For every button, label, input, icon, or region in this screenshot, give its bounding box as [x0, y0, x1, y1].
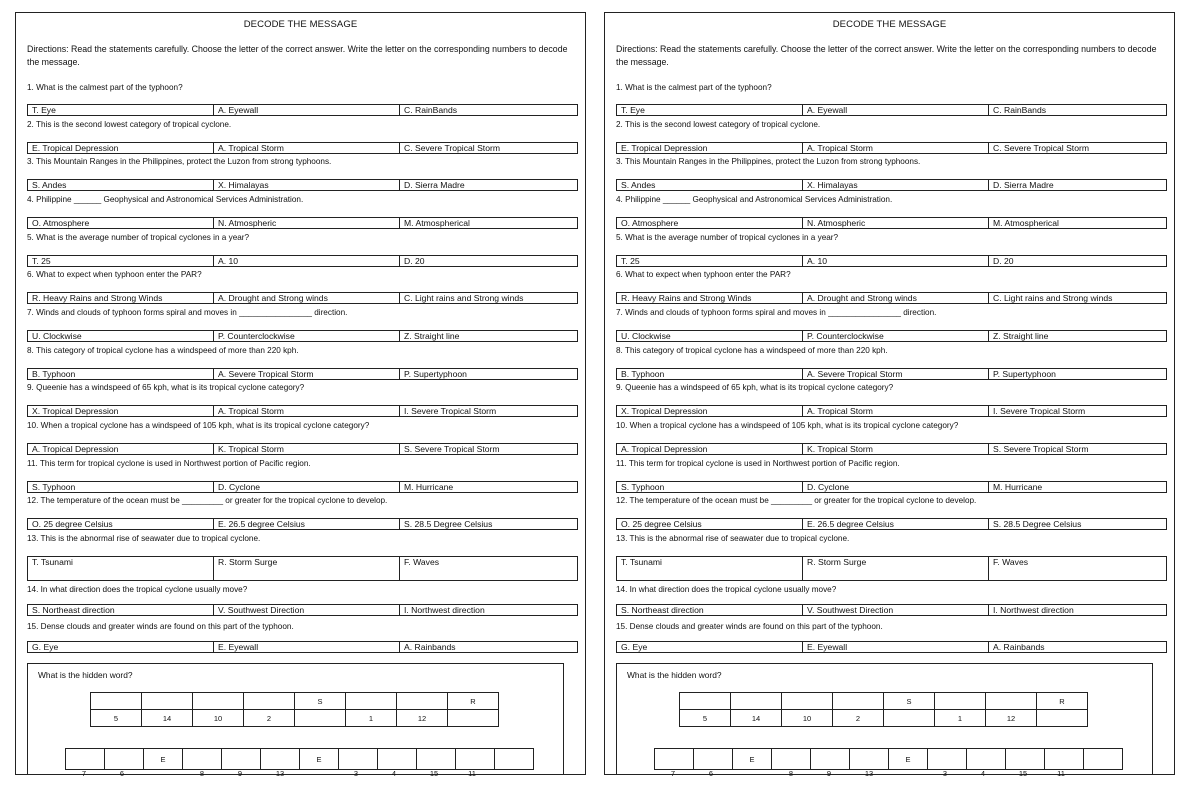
number-label: 7 [670, 769, 676, 778]
options-row [27, 481, 578, 493]
number-cell: 14 [142, 710, 193, 727]
letter-cell [495, 749, 534, 770]
letter-cell [222, 749, 261, 770]
number-label: 11 [1057, 769, 1065, 778]
question-text: 9. Queenie has a windspeed of 65 kph, what is its tropical cyclone category? [616, 383, 894, 392]
letter-cell [397, 693, 448, 710]
option-cell: I. Severe Tropical Storm [993, 406, 1086, 416]
option-cell: B. Typhoon [617, 369, 803, 379]
letter-cell [378, 749, 417, 770]
option-cell: A. Drought and Strong winds [214, 293, 400, 303]
answer-numbers-row [65, 769, 565, 781]
options-row [27, 179, 578, 191]
options-row [616, 255, 1167, 267]
number-cell: 12 [986, 710, 1037, 727]
option-cell: S. Typhoon [617, 482, 803, 492]
option-cell: A. Tropical Storm [214, 143, 400, 153]
option-cell: O. 25 degree Celsius [617, 519, 803, 529]
options-row [27, 104, 578, 116]
options-row [27, 292, 578, 304]
option-cell: S. Andes [617, 180, 803, 190]
option-cell: P. Supertyphoon [993, 369, 1056, 379]
letter-cell [105, 749, 144, 770]
option-cell: A. Severe Tropical Storm [803, 369, 989, 379]
options-row [27, 641, 578, 653]
option-cell: U. Clockwise [617, 331, 803, 341]
number-label: 11 [468, 769, 476, 778]
letter-cell [967, 749, 1006, 770]
option-cell: D. 20 [993, 256, 1014, 266]
option-cell: P. Counterclockwise [214, 331, 400, 341]
option-cell: R. Storm Surge [803, 557, 989, 580]
question-text: 6. What to expect when typhoon enter the PAR? [616, 270, 791, 279]
hidden-word-box [27, 663, 564, 778]
option-cell: T. 25 [28, 256, 214, 266]
options-row [616, 142, 1167, 154]
question-text: 3. This Mountain Ranges in the Philippines, protect the Luzon from strong typhoons. [616, 157, 921, 166]
number-cell: 1 [935, 710, 986, 727]
question-text: 14. In what direction does the tropical cyclone usually move? [27, 585, 248, 594]
option-cell: A. Eyewall [803, 105, 989, 115]
option-cell: D. Sierra Madre [404, 180, 465, 190]
option-cell: X. Tropical Depression [28, 406, 214, 416]
option-cell: I. Northwest direction [404, 605, 485, 615]
number-cell: 2 [244, 710, 295, 727]
number-label: 3 [353, 769, 359, 778]
question-text: 15. Dense clouds and greater winds are found on this part of the typhoon. [27, 622, 294, 631]
option-cell: R. Heavy Rains and Strong Winds [617, 293, 803, 303]
letter-cell [346, 693, 397, 710]
option-cell: T. Tsunami [28, 557, 214, 580]
option-cell: S. Severe Tropical Storm [993, 444, 1089, 454]
options-row [27, 368, 578, 380]
options-row [616, 368, 1167, 380]
letter-cell [731, 693, 782, 710]
option-cell: E. Eyewall [214, 642, 400, 652]
option-cell: O. 25 degree Celsius [28, 519, 214, 529]
number-label: 13 [275, 769, 285, 778]
options-row [616, 292, 1167, 304]
question-text: 5. What is the average number of tropical cyclones in a year? [616, 233, 839, 242]
option-cell: M. Atmospherical [993, 218, 1059, 228]
question-text: 8. This category of tropical cyclone has a windspeed of more than 220 kph. [27, 346, 299, 355]
option-cell: S. Typhoon [28, 482, 214, 492]
option-cell: D. Cyclone [214, 482, 400, 492]
question-text: 15. Dense clouds and greater winds are found on this part of the typhoon. [616, 622, 883, 631]
letter-cell [183, 749, 222, 770]
number-label: 4 [391, 769, 397, 778]
number-cell: 5 [680, 710, 731, 727]
letter-cell [1006, 749, 1045, 770]
letter-cell [339, 749, 378, 770]
option-cell: C. Severe Tropical Storm [993, 143, 1089, 153]
question-text: 11. This term for tropical cyclone is used in Northwest portion of Pacific region. [616, 459, 900, 468]
letter-cell [833, 693, 884, 710]
number-label: 6 [708, 769, 714, 778]
option-cell: A. Tropical Storm [803, 143, 989, 153]
letter-cell [66, 749, 105, 770]
question-text: 14. In what direction does the tropical cyclone usually move? [616, 585, 837, 594]
option-cell: V. Southwest Direction [214, 605, 400, 615]
options-row [616, 556, 1167, 581]
option-cell: E. Tropical Depression [617, 143, 803, 153]
number-cell: 10 [193, 710, 244, 727]
number-label: 3 [942, 769, 948, 778]
question-text: 2. This is the second lowest category of tropical cyclone. [27, 120, 232, 129]
question-text: 8. This category of tropical cyclone has a windspeed of more than 220 kph. [616, 346, 888, 355]
option-cell: S. Northeast direction [617, 605, 803, 615]
option-cell: R. Storm Surge [214, 557, 400, 580]
letter-cell [680, 693, 731, 710]
option-cell: P. Counterclockwise [803, 331, 989, 341]
options-row [27, 217, 578, 229]
letter-cell: E [300, 749, 339, 770]
option-cell: A. Tropical Storm [803, 406, 989, 416]
option-cell: A. Tropical Storm [214, 406, 400, 416]
option-cell: C. Severe Tropical Storm [404, 143, 500, 153]
page-title: DECODE THE MESSAGE [243, 19, 358, 30]
option-cell: A. 10 [803, 256, 989, 266]
option-cell: S. 28.5 Degree Celsius [404, 519, 493, 529]
options-row [27, 604, 578, 616]
question-text: 2. This is the second lowest category of tropical cyclone. [616, 120, 821, 129]
question-text: 12. The temperature of the ocean must be _________ or greater for the tropical cyclone to develop. [616, 496, 977, 505]
number-cell: 1 [346, 710, 397, 727]
number-cell: 10 [782, 710, 833, 727]
number-label: 15 [429, 769, 439, 778]
question-text: 11. This term for tropical cyclone is used in Northwest portion of Pacific region. [27, 459, 311, 468]
option-cell: T. 25 [617, 256, 803, 266]
option-cell: D. Cyclone [803, 482, 989, 492]
option-cell: K. Tropical Storm [214, 444, 400, 454]
options-row [616, 330, 1167, 342]
letter-cell [193, 693, 244, 710]
question-text: 13. This is the abnormal rise of seawater due to tropical cyclone. [616, 534, 850, 543]
option-cell: S. Northeast direction [28, 605, 214, 615]
option-cell: T. Tsunami [617, 557, 803, 580]
letter-cell: E [733, 749, 772, 770]
letter-cell [811, 749, 850, 770]
number-cell: 12 [397, 710, 448, 727]
letter-cell [91, 693, 142, 710]
question-text: 13. This is the abnormal rise of seawater due to tropical cyclone. [27, 534, 261, 543]
question-text: 3. This Mountain Ranges in the Philippines, protect the Luzon from strong typhoons. [27, 157, 332, 166]
option-cell: M. Hurricane [993, 482, 1043, 492]
question-text: 7. Winds and clouds of typhoon forms spiral and moves in ________________ direction. [616, 308, 937, 317]
question-text: 9. Queenie has a windspeed of 65 kph, what is its tropical cyclone category? [27, 383, 305, 392]
question-text: 7. Winds and clouds of typhoon forms spiral and moves in ________________ direction. [27, 308, 348, 317]
option-cell: M. Hurricane [404, 482, 454, 492]
option-cell: R. Heavy Rains and Strong Winds [28, 293, 214, 303]
option-cell: V. Southwest Direction [803, 605, 989, 615]
number-cell [448, 710, 499, 727]
hidden-word-label: What is the hidden word? [38, 670, 133, 680]
options-row [27, 443, 578, 455]
question-text: 5. What is the average number of tropical cyclones in a year? [27, 233, 250, 242]
number-label: 4 [980, 769, 986, 778]
letter-cell: S [295, 693, 346, 710]
letter-cell [1045, 749, 1084, 770]
option-cell: E. 26.5 degree Celsius [803, 519, 989, 529]
options-row [616, 443, 1167, 455]
letter-cell [655, 749, 694, 770]
option-cell: A. 10 [214, 256, 400, 266]
option-cell: S. 28.5 Degree Celsius [993, 519, 1082, 529]
option-cell: G. Eye [28, 642, 214, 652]
options-row [616, 179, 1167, 191]
option-cell: X. Himalayas [803, 180, 989, 190]
option-cell: E. Eyewall [803, 642, 989, 652]
number-label: 9 [826, 769, 832, 778]
options-row [27, 255, 578, 267]
page-title: DECODE THE MESSAGE [832, 19, 947, 30]
option-cell: M. Atmospherical [404, 218, 470, 228]
option-cell: I. Severe Tropical Storm [404, 406, 497, 416]
number-cell: 14 [731, 710, 782, 727]
number-cell [1037, 710, 1088, 727]
answer-grid-2 [654, 748, 1123, 770]
number-label: 9 [237, 769, 243, 778]
number-cell: 5 [91, 710, 142, 727]
option-cell: S. Andes [28, 180, 214, 190]
options-row [616, 217, 1167, 229]
letter-cell [244, 693, 295, 710]
option-cell: Z. Straight line [993, 331, 1049, 341]
option-cell: A. Severe Tropical Storm [214, 369, 400, 379]
letter-cell [142, 693, 193, 710]
option-cell: T. Eye [617, 105, 803, 115]
option-cell: C. Light rains and Strong winds [993, 293, 1113, 303]
question-text: 1. What is the calmest part of the typhoon? [616, 83, 772, 92]
letter-cell: R [1037, 693, 1088, 710]
option-cell: O. Atmosphere [28, 218, 214, 228]
number-label: 8 [199, 769, 205, 778]
number-label: 7 [81, 769, 87, 778]
option-cell: N. Atmospheric [803, 218, 989, 228]
number-label: 13 [864, 769, 874, 778]
question-text: 6. What to expect when typhoon enter the PAR? [27, 270, 202, 279]
number-cell [295, 710, 346, 727]
letter-cell [928, 749, 967, 770]
option-cell: O. Atmosphere [617, 218, 803, 228]
option-cell: C. RainBands [993, 105, 1047, 115]
options-row [616, 405, 1167, 417]
option-cell: F. Waves [404, 557, 440, 567]
question-text: 10. When a tropical cyclone has a windspeed of 105 kph, what is its tropical cyclone category? [27, 421, 370, 430]
option-cell: G. Eye [617, 642, 803, 652]
letter-cell [782, 693, 833, 710]
option-cell: A. Drought and Strong winds [803, 293, 989, 303]
number-label: 8 [788, 769, 794, 778]
letter-cell: E [144, 749, 183, 770]
letter-cell [417, 749, 456, 770]
option-cell: X. Himalayas [214, 180, 400, 190]
option-cell: E. 26.5 degree Celsius [214, 519, 400, 529]
options-row [27, 405, 578, 417]
options-row [616, 604, 1167, 616]
option-cell: P. Supertyphoon [404, 369, 467, 379]
worksheet-right [604, 12, 1175, 778]
option-cell: U. Clockwise [28, 331, 214, 341]
option-cell: K. Tropical Storm [803, 444, 989, 454]
letter-cell [986, 693, 1037, 710]
option-cell: E. Tropical Depression [28, 143, 214, 153]
option-cell: X. Tropical Depression [617, 406, 803, 416]
question-text: 10. When a tropical cyclone has a windspeed of 105 kph, what is its tropical cyclone category? [616, 421, 959, 430]
letter-cell [772, 749, 811, 770]
options-row [27, 330, 578, 342]
option-cell: B. Typhoon [28, 369, 214, 379]
answer-grid-2 [65, 748, 534, 770]
number-label: 6 [119, 769, 125, 778]
option-cell: N. Atmospheric [214, 218, 400, 228]
options-row [616, 481, 1167, 493]
options-row [27, 556, 578, 581]
letter-cell: S [884, 693, 935, 710]
options-row [616, 518, 1167, 530]
question-text: 1. What is the calmest part of the typhoon? [27, 83, 183, 92]
options-row [616, 104, 1167, 116]
option-cell: I. Northwest direction [993, 605, 1074, 615]
option-cell: A. Eyewall [214, 105, 400, 115]
hidden-word-label: What is the hidden word? [627, 670, 722, 680]
letter-cell: R [448, 693, 499, 710]
options-row [27, 142, 578, 154]
option-cell: Z. Straight line [404, 331, 460, 341]
letter-cell [1084, 749, 1123, 770]
number-cell [884, 710, 935, 727]
option-cell: S. Severe Tropical Storm [404, 444, 500, 454]
options-row [616, 641, 1167, 653]
options-row [27, 518, 578, 530]
option-cell: A. Tropical Depression [617, 444, 803, 454]
number-label: 15 [1018, 769, 1028, 778]
number-cell: 2 [833, 710, 884, 727]
option-cell: D. Sierra Madre [993, 180, 1054, 190]
option-cell: C. RainBands [404, 105, 458, 115]
directions-text: Directions: Read the statements carefully. Choose the letter of the correct answer. Write the letter on the corresponding numbers to decode the message. [27, 44, 568, 67]
hidden-word-box [616, 663, 1153, 778]
question-text: 12. The temperature of the ocean must be _________ or greater for the tropical cyclone to develop. [27, 496, 388, 505]
answer-numbers-row [654, 769, 1154, 781]
option-cell: A. Rainbands [993, 642, 1045, 652]
letter-cell [261, 749, 300, 770]
letter-cell: E [889, 749, 928, 770]
letter-cell [456, 749, 495, 770]
option-cell: F. Waves [993, 557, 1029, 567]
worksheet-left [15, 12, 586, 778]
option-cell: C. Light rains and Strong winds [404, 293, 524, 303]
letter-cell [850, 749, 889, 770]
option-cell: D. 20 [404, 256, 425, 266]
letter-cell [694, 749, 733, 770]
directions-text: Directions: Read the statements carefully. Choose the letter of the correct answer. Write the letter on the corresponding numbers to decode the message. [616, 44, 1157, 67]
answer-grid-1 [679, 692, 1088, 727]
option-cell: A. Rainbands [404, 642, 456, 652]
letter-cell [935, 693, 986, 710]
option-cell: A. Tropical Depression [28, 444, 214, 454]
answer-grid-1 [90, 692, 499, 727]
question-text: 4. Philippine ______ Geophysical and Astronomical Services Administration. [27, 195, 304, 204]
question-text: 4. Philippine ______ Geophysical and Astronomical Services Administration. [616, 195, 893, 204]
option-cell: T. Eye [28, 105, 214, 115]
